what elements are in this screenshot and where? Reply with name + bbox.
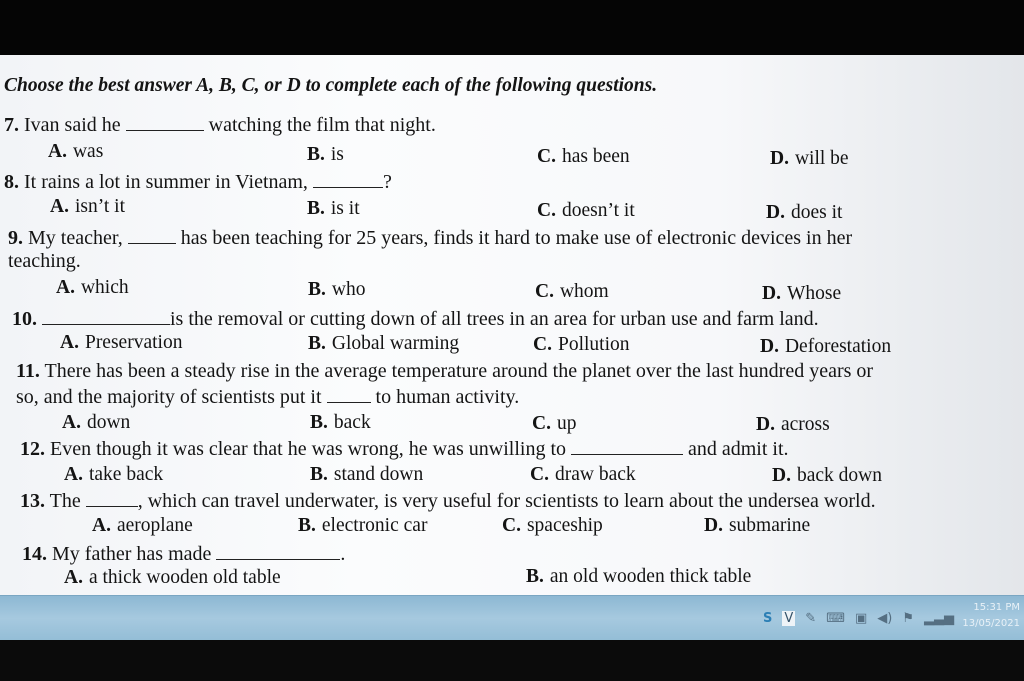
- question-number: 13.: [20, 490, 45, 512]
- option-d[interactable]: D. Deforestation: [760, 336, 892, 357]
- answer-blank[interactable]: [571, 436, 683, 455]
- option-c[interactable]: C. has been: [537, 146, 630, 167]
- network-icon[interactable]: ▣: [854, 610, 868, 626]
- option-b[interactable]: B. an old wooden thick table: [526, 566, 752, 587]
- option-a[interactable]: A. isn’t it: [50, 196, 125, 217]
- question-text: is the removal or cutting down of all trees in an area for urban use and farm land.: [170, 308, 819, 330]
- option-c[interactable]: C. whom: [535, 281, 609, 302]
- question-number: 14.: [22, 543, 47, 565]
- option-b[interactable]: B. back: [310, 412, 371, 433]
- option-d[interactable]: D. across: [756, 414, 830, 435]
- answer-blank[interactable]: [42, 306, 170, 325]
- option-a[interactable]: A. take back: [64, 464, 164, 485]
- question-text: to human activity.: [375, 386, 520, 408]
- answer-blank[interactable]: [126, 112, 204, 131]
- answer-blank[interactable]: [327, 384, 371, 403]
- question-9-continued: teaching.: [8, 250, 81, 272]
- option-a[interactable]: A. which: [56, 277, 129, 298]
- question-number: 7.: [4, 114, 19, 136]
- question-text: My father has made: [52, 543, 212, 565]
- question-12: [20, 436, 789, 461]
- option-a[interactable]: A. aeroplane: [92, 515, 193, 536]
- v-icon[interactable]: V: [784, 610, 794, 626]
- question-text: , which can travel underwater, is very useful for scientists to learn about the undersea world.: [137, 490, 876, 512]
- option-a[interactable]: A. down: [62, 412, 131, 433]
- question-14: [22, 541, 345, 566]
- option-a[interactable]: A. was: [48, 141, 104, 162]
- option-c[interactable]: C. Pollution: [533, 334, 630, 355]
- question-text: has been teaching for 25 years, finds it hard to make use of electronic devices in her: [180, 227, 853, 249]
- question-text: There has been a steady rise in the average temperature around the planet over the last hundred years or: [44, 360, 874, 382]
- volume-icon[interactable]: ◀): [877, 610, 893, 626]
- clock-time: 15:31 PM: [973, 602, 1020, 613]
- option-b[interactable]: B. is: [307, 144, 344, 165]
- question-7: [4, 112, 436, 137]
- question-9: [8, 225, 852, 250]
- question-number: 10.: [12, 308, 37, 330]
- option-c[interactable]: C. up: [532, 413, 577, 434]
- question-13: [20, 488, 876, 513]
- question-text: Even though it was clear that he was wrong, he was unwilling to: [50, 438, 566, 460]
- question-text: and admit it.: [688, 438, 789, 460]
- option-b[interactable]: B. who: [308, 279, 366, 300]
- option-a[interactable]: A. a thick wooden old table: [64, 567, 281, 588]
- option-b[interactable]: B. stand down: [310, 464, 424, 485]
- question-number: 12.: [20, 438, 45, 460]
- option-d[interactable]: D. will be: [770, 148, 849, 169]
- option-b[interactable]: B. electronic car: [298, 515, 428, 536]
- signal-icon[interactable]: ▂▃▅: [924, 610, 954, 626]
- instructions-heading: Choose the best answer A, B, C, or D to complete each of the following questions.: [4, 75, 658, 96]
- question-number: 9.: [8, 227, 23, 249]
- question-10: [12, 306, 819, 331]
- option-c[interactable]: C. draw back: [530, 464, 636, 485]
- option-d[interactable]: D. Whose: [762, 283, 842, 304]
- question-text: watching the film that night.: [208, 114, 436, 136]
- answer-blank[interactable]: [86, 488, 138, 507]
- question-11-continued: [16, 384, 519, 409]
- skype-icon[interactable]: S: [763, 610, 773, 626]
- question-text: Ivan said he: [24, 114, 121, 136]
- system-clock[interactable]: [962, 600, 1020, 632]
- question-text: The: [49, 490, 81, 512]
- question-number: 8.: [4, 171, 19, 193]
- answer-blank[interactable]: [128, 225, 176, 244]
- answer-blank[interactable]: [313, 169, 383, 188]
- option-a[interactable]: A. Preservation: [60, 332, 183, 353]
- option-d[interactable]: D. back down: [772, 465, 882, 486]
- taskbar: [0, 595, 1024, 640]
- question-8: [4, 169, 392, 194]
- option-d[interactable]: D. does it: [766, 202, 843, 223]
- option-c[interactable]: C. spaceship: [502, 515, 603, 536]
- option-b[interactable]: B. Global warming: [308, 333, 460, 354]
- clock-date: 13/05/2021: [962, 618, 1020, 629]
- question-text: so, and the majority of scientists put it: [16, 386, 322, 408]
- question-text: It rains a lot in summer in Vietnam,: [24, 171, 308, 193]
- question-number: 11.: [16, 360, 40, 382]
- keyboard-icon[interactable]: ⌨: [826, 610, 845, 626]
- pen-icon[interactable]: ✎: [805, 610, 817, 626]
- answer-blank[interactable]: [216, 541, 340, 560]
- question-text: ?: [382, 171, 392, 193]
- option-c[interactable]: C. doesn’t it: [537, 200, 635, 221]
- monitor-screen: [0, 55, 1024, 640]
- question-text: My teacher,: [28, 227, 123, 249]
- question-11: [16, 359, 873, 383]
- option-b[interactable]: B. is it: [307, 198, 360, 219]
- system-tray: [763, 604, 954, 632]
- flag-icon[interactable]: ⚑: [902, 610, 914, 626]
- monitor-bezel: [0, 640, 1024, 681]
- question-text: .: [340, 543, 346, 565]
- option-d[interactable]: D. submarine: [704, 515, 811, 536]
- document-page: [0, 55, 1024, 595]
